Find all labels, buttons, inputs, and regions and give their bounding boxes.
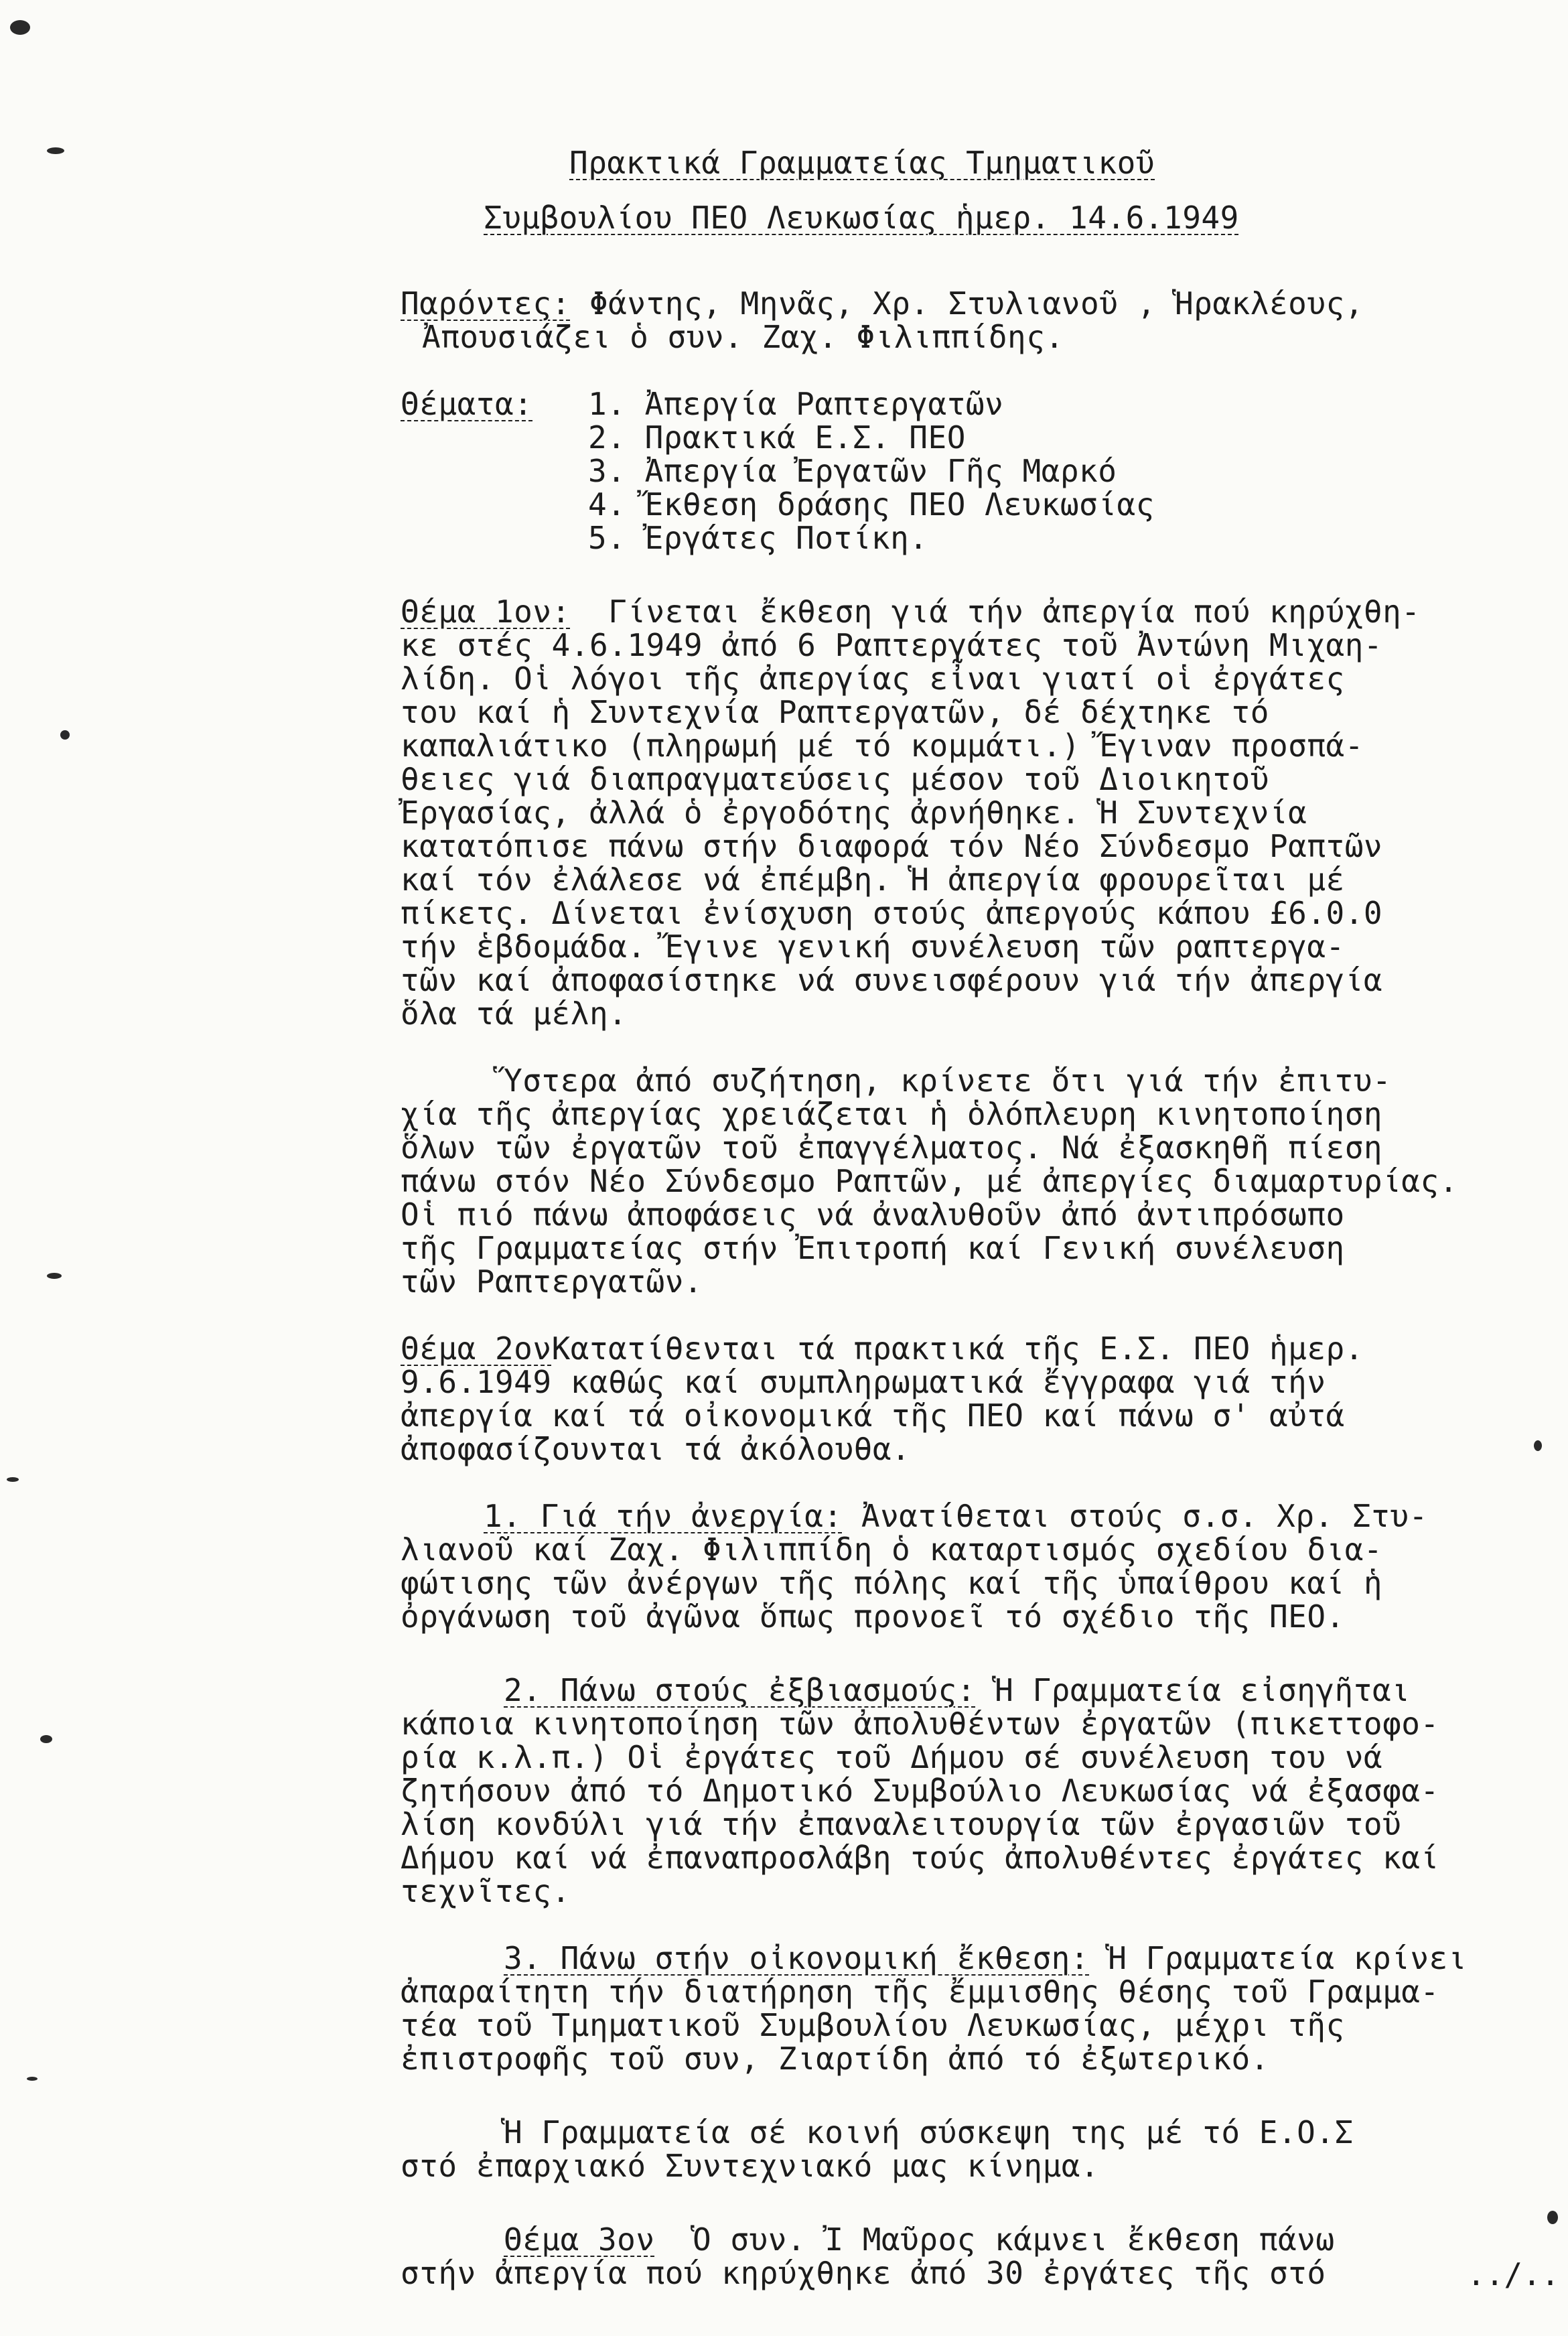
topic1-para2-line: Οἱ πιό πάνω ἀποφάσεις νά ἀναλυθοῦν ἀπό ἀντιπρόσωπο: [401, 1196, 1345, 1233]
topic1-para2-line: τῆς Γραμματείας στήν Ἐπιτροπή καί Γενική συνέλευση: [401, 1230, 1345, 1266]
topic1-line: κατατόπισε πάνω στήν διαφορά τόν Νέο Σύνδεσμο Ραπτῶν: [401, 828, 1383, 864]
present-label: Παρόντες:: [401, 285, 571, 322]
document-title-line-1: Πρακτικά Γραμματείας Τμηματικοῦ: [569, 145, 1155, 181]
scan-speck: [1547, 2211, 1558, 2224]
topic2-sub3-line: 3. Πάνω στήν οἰκονομική ἔκθεση: Ἡ Γραμματεία κρίνει: [504, 1940, 1467, 1976]
topic1-line: πίκετς. Δίνεται ἐνίσχυση στούς ἀπεργούς κάπου £6.0.0: [401, 895, 1383, 931]
attendance-present: [401, 287, 1364, 320]
topic2-sub3-line: ἐπιστροφῆς τοῦ συν, Ζιαρτίδη ἀπό τό ἐξωτερικό.: [401, 2041, 1269, 2077]
agenda-label: Θέματα:: [401, 386, 533, 422]
topic2-sub1-line: λιανοῦ καί Ζαχ. Φιλιππίδη ὁ καταρτισμός σχεδίου δια-: [401, 1531, 1383, 1568]
topic2-label: Θέμα 2ον: [401, 1330, 552, 1367]
topic1-line: του καί ἡ Συντεχνία Ραπτεργατῶν, δέ δέχτηκε τό: [401, 694, 1269, 730]
topic2-sub1-line: ὀργάνωση τοῦ ἀγῶνα ὅπως προνοεῖ τό σχέδιο τῆς ΠΕΟ.: [401, 1598, 1345, 1635]
topic1-line: θειες γιά διαπραγματεύσεις μέσον τοῦ Διοικητοῦ: [401, 761, 1269, 797]
topic1-line: τήν ἑβδομάδα. Ἔγινε γενική συνέλευση τῶν ραπτεργα-: [401, 929, 1345, 965]
topic2-closing-line: στό ἐπαρχιακό Συντεχνιακό μας κίνημα.: [401, 2148, 1100, 2184]
topic1-line: Ἐργασίας, ἀλλά ὁ ἐργοδότης ἀρνήθηκε. Ἡ Συντεχνία: [401, 795, 1307, 831]
topic1-line: λίδη. Οἱ λόγοι τῆς ἀπεργίας εἶναι γιατί οἱ ἐργάτες: [401, 661, 1345, 697]
topic2-line: ἀπεργία καί τά οἰκονομικά τῆς ΠΕΟ καί πάνω σ' αὐτά: [401, 1397, 1345, 1434]
topic1-para2-line: ὅλων τῶν ἐργατῶν τοῦ ἐπαγγέλματος. Νά ἐξασκηθῆ πίεση: [401, 1129, 1383, 1166]
scan-speck: [1534, 1440, 1542, 1451]
topic2-sub3-line: ἀπαραίτητη τήν διατήρηση τῆς ἔμμισθης θέσης τοῦ Γραμμα-: [401, 1974, 1439, 2010]
topic2-sub1-line: φώτισης τῶν ἀνέργων τῆς πόλης καί τῆς ὑπαίθρου καί ἡ: [401, 1565, 1383, 1601]
scan-speck: [27, 2077, 38, 2081]
topic2-sub2-line: 2. Πάνω στούς ἐξβιασμούς: Ἡ Γραμματεία εἰσηγῆται: [504, 1672, 1411, 1708]
scan-speck: [47, 147, 64, 154]
topic2-sub2-line: κάποια κινητοποίηση τῶν ἀπολυθέντων ἐργατῶν (πικεττοφο-: [401, 1706, 1439, 1742]
scan-speck: [60, 730, 70, 740]
agenda-item: 3. Ἀπεργία Ἐργατῶν Γῆς Μαρκό: [588, 453, 1117, 489]
agenda-item: 2. Πρακτικά Ε.Σ. ΠΕΟ: [588, 419, 966, 456]
topic1-line: καπαλιάτικο (πληρωμή μέ τό κομμάτι.) Ἔγιναν προσπά-: [401, 728, 1364, 764]
topic1-para2-line: πάνω στόν Νέο Σύνδεσμο Ραπτῶν, μέ ἀπεργίες διαμαρτυρίας.: [401, 1163, 1458, 1199]
topic1-label: Θέμα 1ον:: [401, 594, 571, 630]
agenda-item: 5. Ἐργάτες Ποτίκη.: [588, 520, 928, 556]
topic2-sub1-line: 1. Γιά τήν ἀνεργία: Ἀνατίθεται στούς σ.σ. Χρ. Στυ-: [484, 1498, 1428, 1534]
topic2-sub3-line: τέα τοῦ Τμηματικοῦ Συμβουλίου Λευκωσίας, μέχρι τῆς: [401, 2007, 1345, 2043]
topic2-sub2-line: ρία κ.λ.π.) Οἱ ἐργάτες τοῦ Δήμου σέ συνέλευση του νά: [401, 1739, 1383, 1775]
sub3-label: 3. Πάνω στήν οἰκονομική ἔκθεση:: [504, 1940, 1090, 1976]
topic2-line: Θέμα 2ονΚατατίθενται τά πρακτικά τῆς Ε.Σ. ΠΕΟ ἡμερ.: [401, 1330, 1364, 1367]
topic2-sub2-line: Δήμου καί νά ἐπαναπροσλάβη τούς ἀπολυθέντες ἐργάτες καί: [401, 1840, 1439, 1876]
topic1-para2-line: χία τῆς ἀπεργίας χρειάζεται ἡ ὁλόπλευρη κινητοποίηση: [401, 1096, 1383, 1132]
scan-speck: [7, 1477, 19, 1482]
agenda-item: 4. Ἔκθεση δράσης ΠΕΟ Λευκωσίας: [588, 486, 1155, 523]
topic2-closing-line: Ἡ Γραμματεία σέ κοινή σύσκεψη της μέ τό Ε.Ο.Σ: [504, 2114, 1354, 2150]
scan-speck: [10, 20, 30, 35]
topic2-sub2-line: ζητήσουν ἀπό τό Δημοτικό Συμβούλιο Λευκωσίας νά ἐξασφα-: [401, 1773, 1439, 1809]
topic2-line: 9.6.1949 καθώς καί συμπληρωματικά ἔγγραφα γιά τήν: [401, 1364, 1326, 1400]
document-title-line-2: Συμβουλίου ΠΕΟ Λευκωσίας ἡμερ. 14.6.1949: [484, 200, 1239, 236]
present-names: Φάντης, Μηνᾶς, Χρ. Στυλιανοῦ , Ἡρακλέους,: [589, 285, 1364, 322]
continuation-marker: ../..: [1467, 2256, 1560, 2292]
sub1-label: 1. Γιά τήν ἀνεργία:: [484, 1498, 843, 1534]
topic2-sub2-line: λίση κονδύλι γιά τήν ἐπαναλειτουργία τῶν ἐργασιῶν τοῦ: [401, 1806, 1402, 1842]
topic3-line: Θέμα 3ον Ὁ συν. Ἰ Μαῦρος κάμνει ἔκθεση πάνω: [504, 2221, 1335, 2258]
scan-speck: [40, 1735, 52, 1743]
topic1-line: ὅλα τά μέλη.: [401, 995, 628, 1032]
topic2-line: ἀποφασίζουνται τά ἀκόλουθα.: [401, 1431, 911, 1467]
sub2-label: 2. Πάνω στούς ἐξβιασμούς:: [504, 1672, 976, 1708]
agenda-item: 1. Ἀπεργία Ραπτεργατῶν: [588, 386, 1004, 422]
topic1-para2-line: τῶν Ραπτεργατῶν.: [401, 1263, 703, 1300]
topic1-line: Θέμα 1ον: Γίνεται ἔκθεση γιά τήν ἀπεργία πού κηρύχθη-: [401, 594, 1421, 630]
topic1-para2-line: Ὕστερα ἀπό συζήτηση, κρίνετε ὅτι γιά τήν ἐπιτυ-: [504, 1062, 1392, 1099]
topic3-line: στήν ἀπεργία πού κηρύχθηκε ἀπό 30 ἐργάτες τῆς στό: [401, 2255, 1326, 2291]
scan-speck: [47, 1273, 62, 1279]
topic1-line: κε στές 4.6.1949 ἀπό 6 Ραπτεργάτες τοῦ Ἀντώνη Μιχαη-: [401, 627, 1383, 663]
topic1-line: τῶν καί ἀποφασίστηκε νά συνεισφέρουν γιά τήν ἀπεργία: [401, 962, 1383, 998]
attendance-absent: Ἀπουσιάζει ὁ συν. Ζαχ. Φιλιππίδης.: [422, 319, 1064, 355]
topic3-label: Θέμα 3ον: [504, 2221, 655, 2258]
topic2-sub2-line: τεχνῖτες.: [401, 1873, 571, 1909]
topic1-line: καί τόν ἐλάλεσε νά ἐπέμβη. Ἡ ἀπεργία φρουρεῖται μέ: [401, 862, 1345, 898]
